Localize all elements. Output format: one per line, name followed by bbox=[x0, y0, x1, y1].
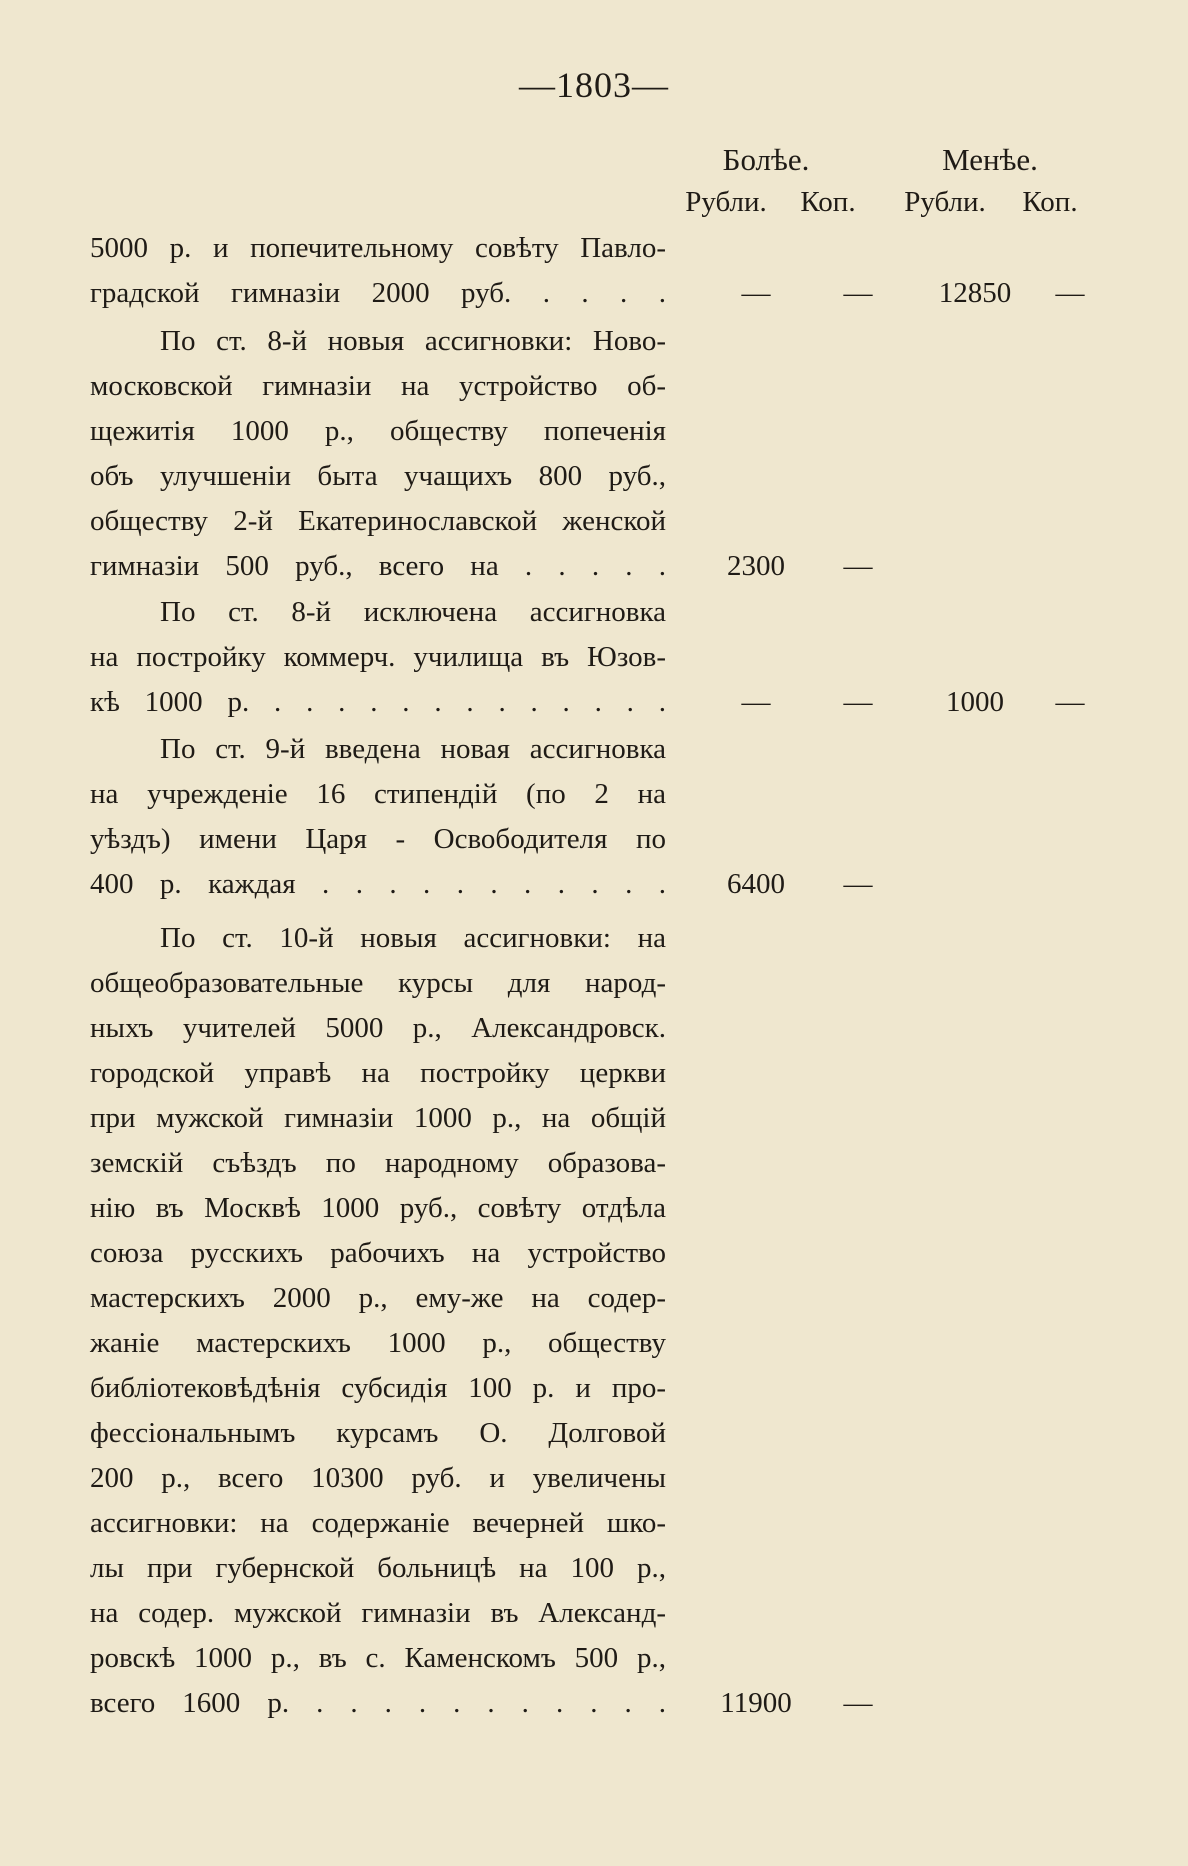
entry-line: обществу 2-й Екатеринославской женской bbox=[90, 505, 666, 537]
page-number: —1803— bbox=[519, 65, 669, 105]
entry-line: объ улучшеніи быта учащихъ 800 руб., bbox=[90, 460, 666, 492]
entry-3-more-kopecks: — bbox=[843, 686, 873, 718]
entry-line: По ст. 8-й новыя ассигновки: Ново- bbox=[160, 325, 666, 357]
entry-2 bbox=[90, 319, 666, 589]
entry-line: библіотековѣдѣнія субсидія 100 р. и про- bbox=[90, 1372, 666, 1404]
entry-3 bbox=[90, 590, 666, 725]
entry-line: По ст. 8-й исключена ассигновка bbox=[160, 596, 666, 628]
entry-line: По ст. 10-й новыя ассигновки: на bbox=[160, 922, 666, 954]
entry-line: кѣ 1000 р. . . . . . . . . . . . . . bbox=[90, 686, 666, 718]
entry-3-less-kopecks: — bbox=[1055, 686, 1085, 718]
entry-2-more-kopecks: — bbox=[843, 550, 873, 582]
entry-4-more-kopecks: — bbox=[843, 868, 873, 900]
entry-4 bbox=[90, 727, 666, 907]
entry-line: гимназіи 500 руб., всего на . . . . . bbox=[90, 550, 666, 582]
column-more-header: Болѣе. bbox=[722, 142, 810, 177]
column-less-header: Менѣе. bbox=[942, 142, 1038, 177]
entry-line: союза русскихъ рабочихъ на устройство bbox=[90, 1237, 666, 1269]
entry-line: на постройку коммерч. училища въ Юзов- bbox=[90, 641, 666, 673]
entry-line: городской управѣ на постройку церкви bbox=[90, 1057, 666, 1089]
entry-3-more-rubles: — bbox=[741, 686, 771, 718]
entry-line: общеобразовательные курсы для народ- bbox=[90, 967, 666, 999]
column-less-kopecks-header: Коп. bbox=[1022, 186, 1078, 218]
entry-3-less-rubles: 1000 bbox=[946, 686, 1004, 718]
entry-2-more-rubles: 2300 bbox=[727, 550, 785, 582]
entry-5-more-rubles: 11900 bbox=[720, 1687, 792, 1719]
entry-line: уѣздъ) имени Царя - Освободителя по bbox=[90, 823, 666, 855]
entry-line: 5000 р. и попечительному совѣту Павло- bbox=[90, 232, 666, 264]
entry-1-more-rubles: — bbox=[741, 277, 771, 309]
column-less-rubles-header: Рубли. bbox=[904, 186, 986, 218]
entry-line: при мужской гимназіи 1000 р., на общій bbox=[90, 1102, 666, 1134]
entry-line: московской гимназіи на устройство об- bbox=[90, 370, 666, 402]
entry-line: ныхъ учителей 5000 р., Александровск. bbox=[90, 1012, 666, 1044]
column-more-kopecks-header: Коп. bbox=[800, 186, 856, 218]
entry-line: на содер. мужской гимназіи въ Александ- bbox=[90, 1597, 666, 1629]
entry-5 bbox=[90, 916, 666, 1726]
entry-line: лы при губернской больницѣ на 100 р., bbox=[90, 1552, 666, 1584]
entry-line: всего 1600 р. . . . . . . . . . . . bbox=[90, 1687, 666, 1719]
entry-1-less-kopecks: — bbox=[1055, 277, 1085, 309]
entry-line: щежитія 1000 р., обществу попеченія bbox=[90, 415, 666, 447]
entry-line: нію въ Москвѣ 1000 руб., совѣту отдѣла bbox=[90, 1192, 666, 1224]
entry-line: 400 р. каждая . . . . . . . . . . . bbox=[90, 868, 666, 900]
entry-line: земскій съѣздъ по народному образова- bbox=[90, 1147, 666, 1179]
entry-4-more-rubles: 6400 bbox=[727, 868, 785, 900]
entry-1 bbox=[90, 226, 666, 316]
entry-1-more-kopecks: — bbox=[843, 277, 873, 309]
entry-line: жаніе мастерскихъ 1000 р., обществу bbox=[90, 1327, 666, 1359]
entry-line: По ст. 9-й введена новая ассигновка bbox=[160, 733, 666, 765]
entry-line: мастерскихъ 2000 р., ему-же на содер- bbox=[90, 1282, 666, 1314]
entry-5-more-kopecks: — bbox=[843, 1687, 873, 1719]
entry-line: фессіональнымъ курсамъ О. Долговой bbox=[90, 1417, 666, 1449]
entry-1-less-rubles: 12850 bbox=[938, 277, 1012, 309]
entry-line: на учрежденіе 16 стипендій (по 2 на bbox=[90, 778, 666, 810]
entry-line: ассигновки: на содержаніе вечерней шко- bbox=[90, 1507, 666, 1539]
entry-line: градской гимназіи 2000 руб. . . . . bbox=[90, 277, 666, 309]
entry-line: 200 р., всего 10300 руб. и увеличены bbox=[90, 1462, 666, 1494]
column-more-rubles-header: Рубли. bbox=[685, 186, 767, 218]
entry-line: ровскѣ 1000 р., въ с. Каменскомъ 500 р., bbox=[90, 1642, 666, 1674]
